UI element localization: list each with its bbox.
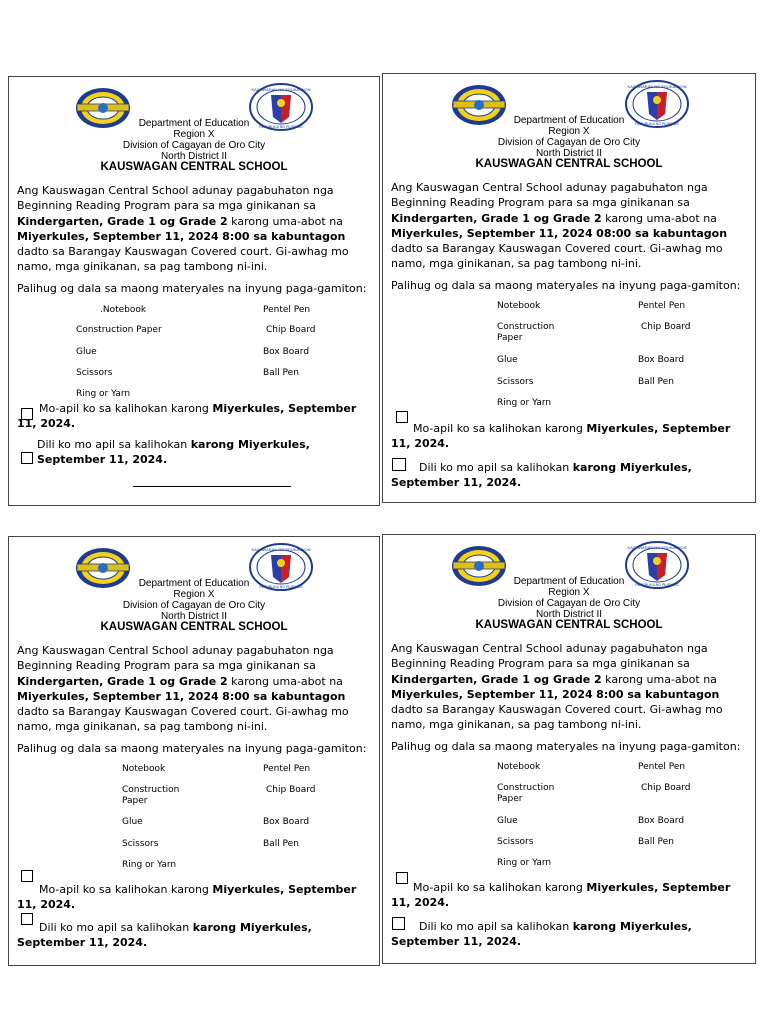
division: Division of Cagayan de Oro City bbox=[122, 140, 266, 151]
material-chip-board: Chip Board bbox=[641, 322, 691, 332]
material-notebook: Notebook bbox=[497, 301, 541, 311]
material-ring-or-yarn: Ring or Yarn bbox=[497, 398, 552, 408]
svg-text:KAGAWARAN NG EDUKASYON: KAGAWARAN NG EDUKASYON bbox=[627, 84, 687, 89]
school-name: KAUSWAGAN CENTRAL SCHOOL bbox=[475, 619, 663, 631]
material-construction-paper: Construction Paper bbox=[497, 783, 555, 804]
material-box-board: Box Board bbox=[638, 355, 685, 365]
material-box-board: Box Board bbox=[638, 816, 685, 826]
decline-option: Dili ko mo apil sa kalihokan karong Miyerkules, September 11, 2024. bbox=[391, 461, 692, 489]
division: Division of Cagayan de Oro City bbox=[497, 137, 641, 148]
material-ball-pen: Ball Pen bbox=[263, 368, 299, 378]
material-pentel-pen: Pentel Pen bbox=[638, 301, 686, 311]
attend-option: Mo-apil ko sa kalihokan karong Miyerkules, September 11, 2024. bbox=[391, 422, 731, 450]
material-glue: Glue bbox=[497, 816, 518, 826]
material-scissors: Scissors bbox=[497, 377, 534, 387]
school-name: KAUSWAGAN CENTRAL SCHOOL bbox=[100, 621, 288, 633]
svg-text:REPUBLIKA NG PILIPINAS: REPUBLIKA NG PILIPINAS bbox=[259, 585, 303, 589]
region: Region X bbox=[548, 587, 590, 598]
material-construction-paper: Construction Paper bbox=[497, 322, 555, 343]
letterhead bbox=[383, 115, 755, 159]
material-pentel-pen: Pentel Pen bbox=[638, 762, 686, 772]
attend-option: Mo-apil ko sa kalihokan karong Miyerkules, September 11, 2024. bbox=[17, 883, 357, 911]
material-notebook: .Notebook bbox=[100, 305, 147, 315]
material-chip-board: Chip Board bbox=[266, 325, 316, 335]
svg-text:REPUBLIKA NG PILIPINAS: REPUBLIKA NG PILIPINAS bbox=[635, 122, 679, 126]
district: North District II bbox=[535, 148, 603, 159]
intro-paragraph: Ang Kauswagan Central School adunay pagabuhaton nga Beginning Reading Program para sa mga ginikanan sa Kindergarten, Grade 1 og Grade 2 karong uma-abot na Miyerkules, September 11, 2024 8:00 sa kabuntagon dadto sa Barangay Kauswagan Covered court. Gi-awhag mo namo, mga ginikanan, sa pag tambong ni-ini. bbox=[391, 642, 723, 732]
material-ball-pen: Ball Pen bbox=[638, 837, 674, 847]
material-scissors: Scissors bbox=[497, 837, 534, 847]
attend-option: Mo-apil ko sa kalihokan karong Miyerkules, September 11, 2024. bbox=[17, 402, 357, 430]
district: North District II bbox=[160, 151, 228, 162]
invitation-slip-1 bbox=[8, 76, 380, 506]
division: Division of Cagayan de Oro City bbox=[122, 600, 266, 611]
school-name: KAUSWAGAN CENTRAL SCHOOL bbox=[475, 158, 663, 170]
material-notebook: Notebook bbox=[122, 764, 166, 774]
letterhead bbox=[9, 118, 379, 162]
intro-paragraph: Ang Kauswagan Central School adunay pagabuhaton nga Beginning Reading Program para sa mga ginikanan sa Kindergarten, Grade 1 og Grade 2 karong uma-abot na Miyerkules, September 11, 2024 8:00 sa kabuntagon dadto sa Barangay Kauswagan Covered court. Gi-awhag mo namo, mga ginikanan, sa pag tambong ni-ini. bbox=[17, 644, 349, 734]
material-glue: Glue bbox=[122, 817, 143, 827]
intro-paragraph: Ang Kauswagan Central School adunay pagabuhaton nga Beginning Reading Program para sa mga ginikanan sa Kindergarten, Grade 1 og Grade 2 karong uma-abot na Miyerkules, September 11, 2024 08:00 sa kabuntagon dadto sa Barangay Kauswagan Covered court. Gi-awhag mo namo, mga ginikanan, sa pag tambong ni-ini. bbox=[391, 181, 728, 271]
svg-text:REPUBLIKA NG PILIPINAS: REPUBLIKA NG PILIPINAS bbox=[635, 583, 679, 587]
decline-option: Dili ko mo apil sa kalihokan karong Miyerkules, September 11, 2024. bbox=[391, 920, 692, 948]
materials-request: Palihug og dala sa maong materyales na inyung paga-gamiton: bbox=[17, 742, 367, 755]
material-ring-or-yarn: Ring or Yarn bbox=[122, 860, 177, 870]
materials-request: Palihug og dala sa maong materyales na inyung paga-gamiton: bbox=[17, 282, 367, 295]
region: Region X bbox=[548, 126, 590, 137]
material-glue: Glue bbox=[76, 347, 97, 357]
material-box-board: Box Board bbox=[263, 347, 310, 357]
material-scissors: Scissors bbox=[122, 839, 159, 849]
decline-option: Dili ko mo apil sa kalihokan karong Miyerkules, September 11, 2024. bbox=[37, 438, 310, 466]
materials-request: Palihug og dala sa maong materyales na inyung paga-gamiton: bbox=[391, 740, 741, 753]
dept-name: Department of Education bbox=[513, 115, 625, 126]
material-box-board: Box Board bbox=[263, 817, 310, 827]
invitation-slip-3 bbox=[8, 536, 380, 966]
material-chip-board: Chip Board bbox=[266, 785, 316, 795]
school-name: KAUSWAGAN CENTRAL SCHOOL bbox=[100, 161, 288, 173]
signature-line bbox=[133, 486, 291, 487]
letterhead bbox=[9, 578, 379, 622]
intro-paragraph: Ang Kauswagan Central School adunay pagabuhaton nga Beginning Reading Program para sa mga ginikanan sa Kindergarten, Grade 1 og Grade 2 karong uma-abot na Miyerkules, September 11, 2024 8:00 sa kabuntagon dadto sa Barangay Kauswagan Covered court. Gi-awhag mo namo, mga ginikanan, sa pag tambong ni-ini. bbox=[17, 184, 349, 274]
decline-option: Dili ko mo apil sa kalihokan karong Miyerkules, September 11, 2024. bbox=[17, 921, 312, 949]
material-ball-pen: Ball Pen bbox=[638, 377, 674, 387]
svg-text:REPUBLIKA NG PILIPINAS: REPUBLIKA NG PILIPINAS bbox=[259, 125, 303, 129]
district: North District II bbox=[160, 611, 228, 622]
material-pentel-pen: Pentel Pen bbox=[263, 305, 311, 315]
material-notebook: Notebook bbox=[497, 762, 541, 772]
material-construction-paper: Construction Paper bbox=[122, 785, 180, 806]
attend-checkbox[interactable] bbox=[21, 870, 33, 882]
region: Region X bbox=[173, 589, 215, 600]
material-glue: Glue bbox=[497, 355, 518, 365]
letterhead bbox=[383, 576, 755, 620]
material-pentel-pen: Pentel Pen bbox=[263, 764, 311, 774]
svg-text:KAGAWARAN NG EDUKASYON: KAGAWARAN NG EDUKASYON bbox=[251, 87, 311, 92]
svg-text:KAGAWARAN NG EDUKASYON: KAGAWARAN NG EDUKASYON bbox=[627, 545, 687, 550]
material-ball-pen: Ball Pen bbox=[263, 839, 299, 849]
region: Region X bbox=[173, 129, 215, 140]
division: Division of Cagayan de Oro City bbox=[497, 598, 641, 609]
material-construction-paper: Construction Paper bbox=[76, 325, 162, 335]
material-scissors: Scissors bbox=[76, 368, 113, 378]
invitation-slip-2 bbox=[382, 73, 756, 503]
attend-option: Mo-apil ko sa kalihokan karong Miyerkules, September 11, 2024. bbox=[391, 881, 731, 909]
invitation-slip-4 bbox=[382, 534, 756, 964]
dept-name: Department of Education bbox=[138, 118, 250, 129]
svg-text:KAGAWARAN NG EDUKASYON: KAGAWARAN NG EDUKASYON bbox=[251, 547, 311, 552]
dept-name: Department of Education bbox=[138, 578, 250, 589]
material-ring-or-yarn: Ring or Yarn bbox=[497, 858, 552, 868]
material-ring-or-yarn: Ring or Yarn bbox=[76, 389, 131, 399]
materials-request: Palihug og dala sa maong materyales na inyung paga-gamiton: bbox=[391, 279, 741, 292]
material-chip-board: Chip Board bbox=[641, 783, 691, 793]
district: North District II bbox=[535, 609, 603, 620]
dept-name: Department of Education bbox=[513, 576, 625, 587]
